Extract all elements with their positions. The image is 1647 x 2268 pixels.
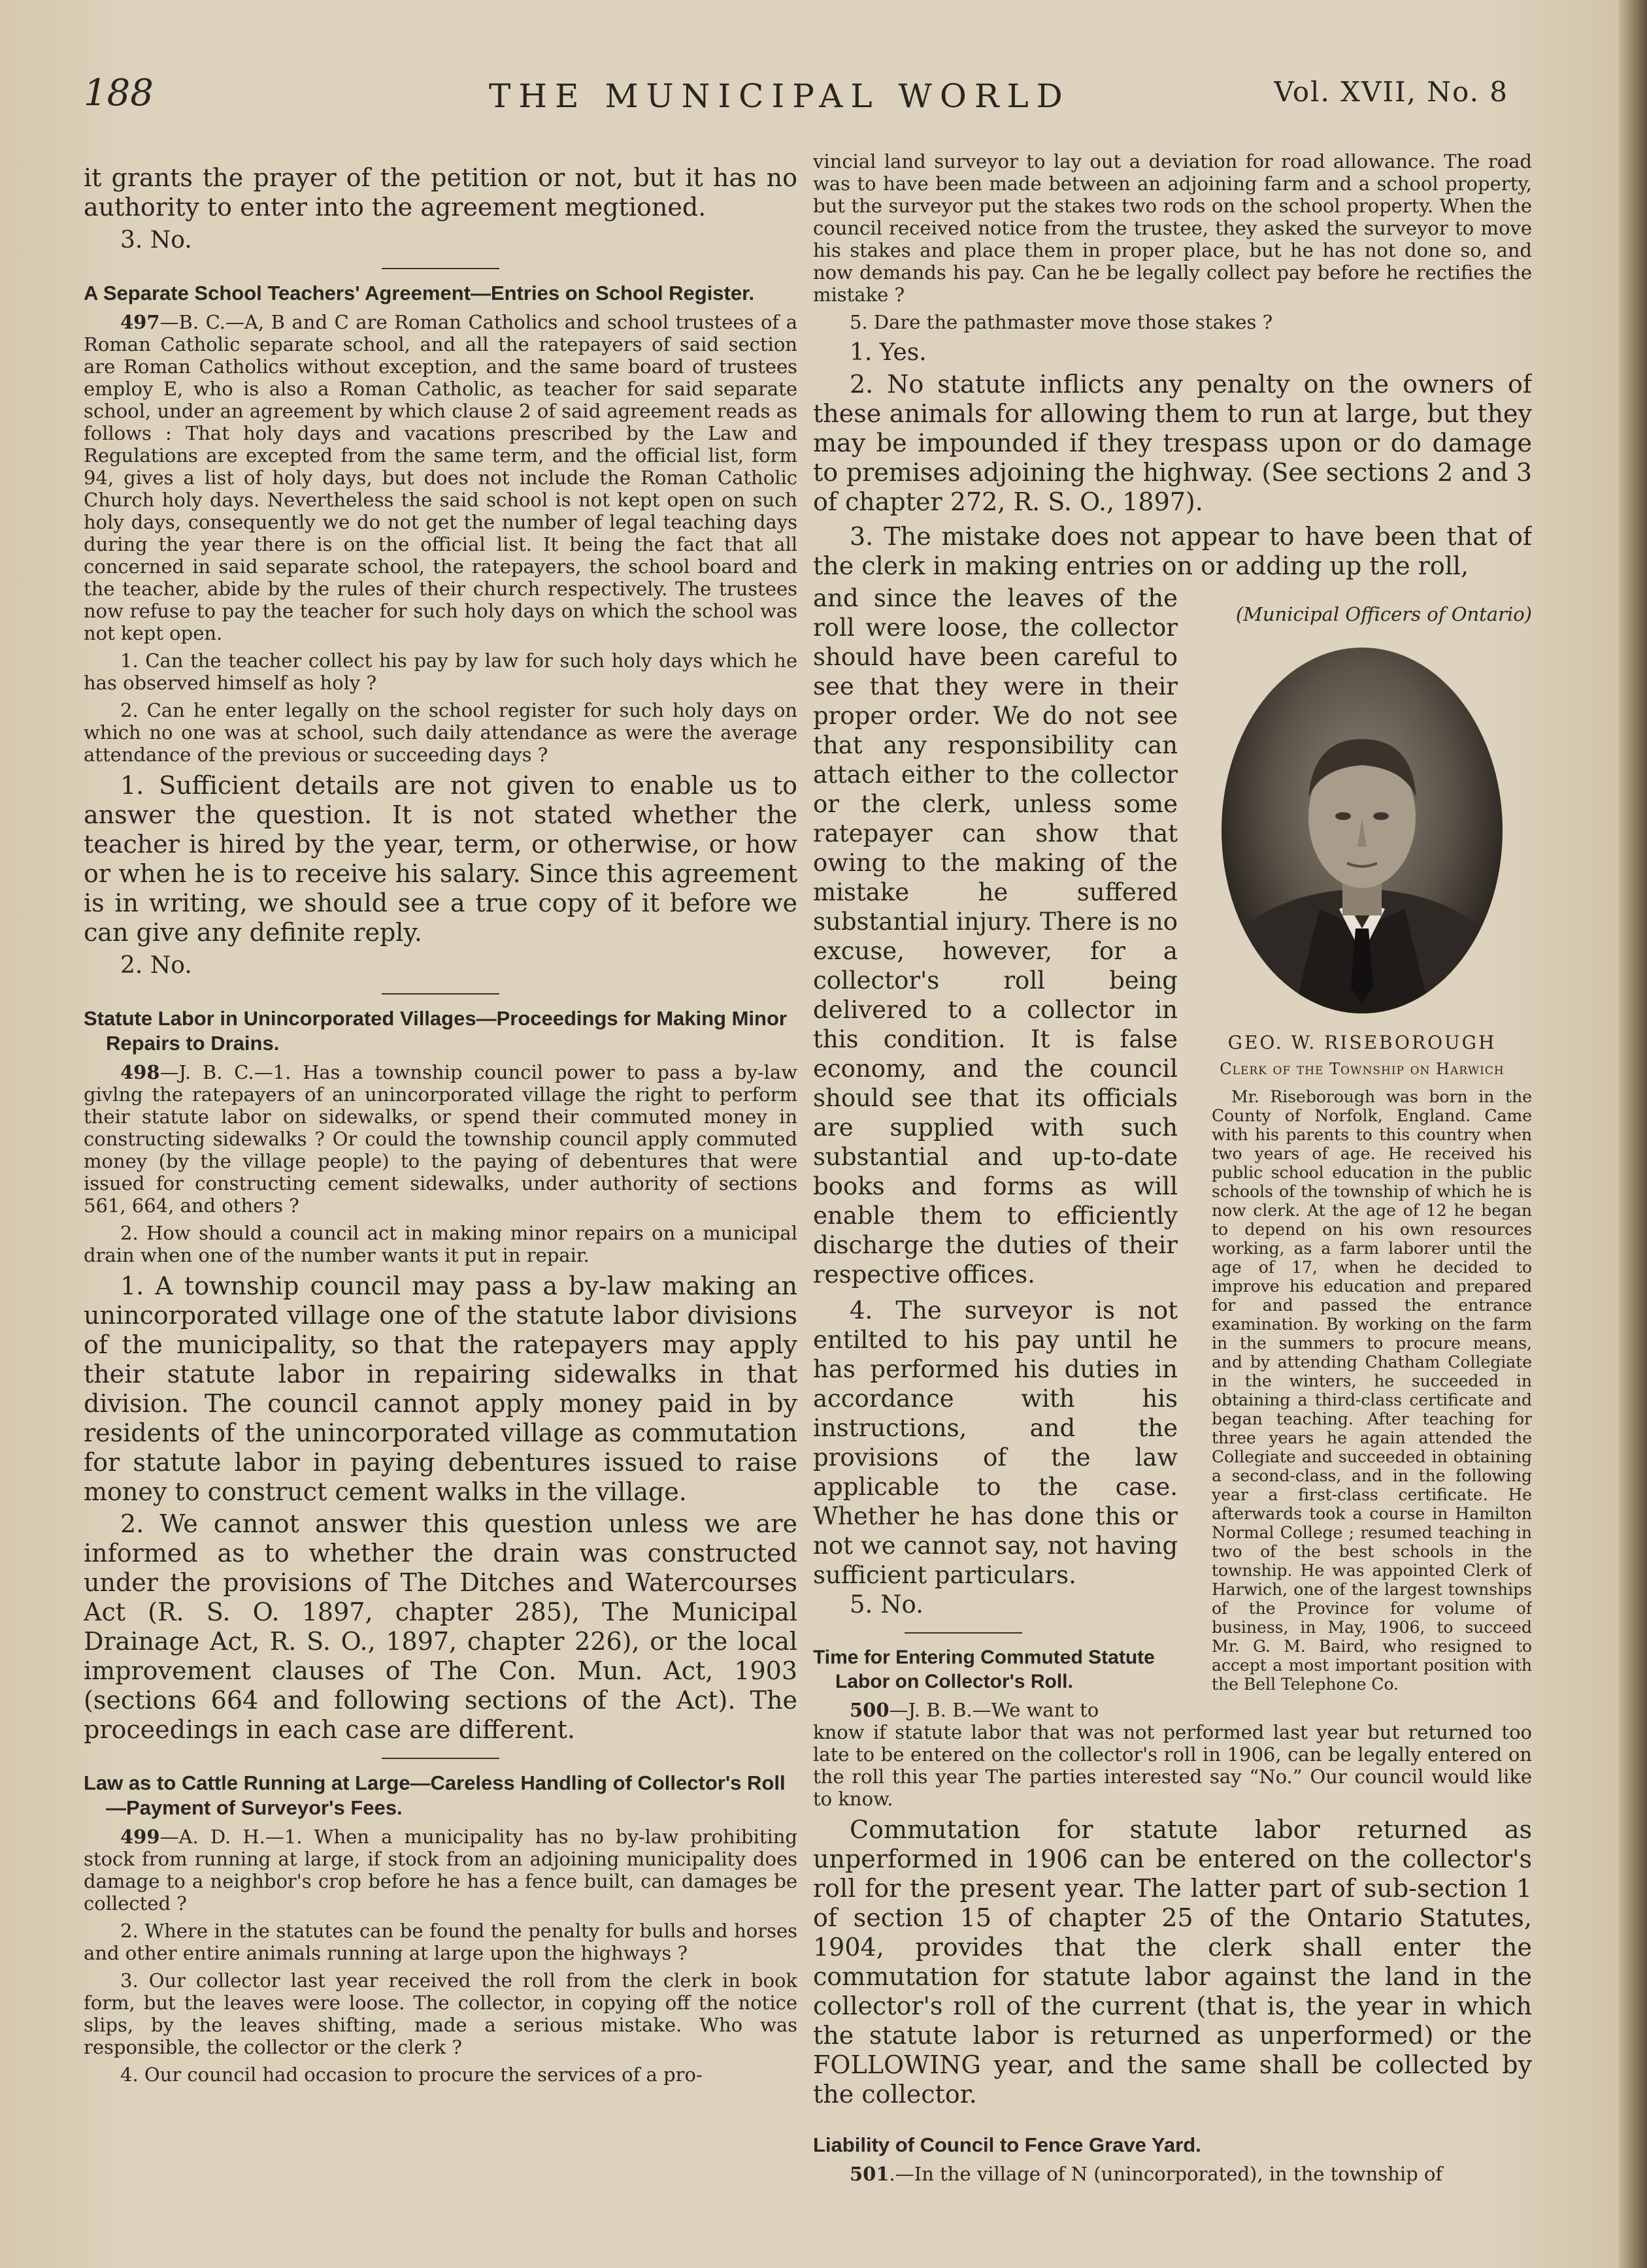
question-text: —A. D. H.—1. When a municipality has no by-law prohibiting stock from running at large, if stock from an adjoining municipality does damage to a neighbor's crop before he has a fence built, can damages be collected ? [84, 1826, 797, 1915]
question-497-2: 2. Can he enter legally on the school register for such holy days on which no one was at school, such daily attendance as were the average attendance of the previous or succeeding days ? [84, 699, 797, 766]
masthead-title: THE MUNICIPAL WORLD [489, 77, 1071, 115]
question-497 [84, 311, 797, 644]
question-499-4: 4. Our council had occasion to procure the services of a pro- [120, 2063, 703, 2086]
intro-answer: 3. No. [120, 227, 192, 254]
question-501 [813, 2163, 1532, 2185]
portrait-photograph-icon [1222, 648, 1503, 1013]
question-499-1 [84, 1826, 797, 1915]
answer-498-2: 2. We cannot answer this question unless we are informed as to whether the drain was constructed under the provisions of The Ditches and Watercourses Act (R. S. O. 1897, chapter 285), The Municipal Drainage Act, R. S. O., 1897, chapter 226), or the local improvement clauses of The Con. Mun. Act, 1903 (sections 664 and following sections of the Act). The proceedings in each case are different. [84, 1509, 797, 1744]
answer-499-1: 1. Yes. [850, 339, 927, 366]
question-text: —J. B. C.—1. Has a township council power to pass a by-law givlng the ratepayers of an unincorporated village the right to perform their statute labor on sidewalks, or spend their commuted money in constructing sidewalks ? Or could the township council apply commuted money (by the village people) to the paying of debentures that were issued for constructing cement sidewalks, under authority of sections 561, 664, and others ? [84, 1061, 797, 1217]
answer-499-2: 2. No statute inflicts any penalty on the owners of these animals for allowing them to run at large, but they may be impounded if they trespass upon or do damage to premises adjoining the highway. (See sections 2 and 3 of chapter 272, R. S. O., 1897). [813, 370, 1532, 516]
question-text: —J. B. B.—We want to [889, 1699, 1099, 1721]
portrait-caption-name: GEO. W. RISEBOROUGH [1227, 1032, 1497, 1053]
divider-rule [382, 993, 499, 994]
question-number: 497 [120, 311, 160, 333]
question-498-1 [84, 1061, 797, 1217]
answer-499-3-rest: and since the leaves of the roll were loose, the collector should have been careful to see that they were in their proper order. We do not see that any responsibility can attach either to the collector or the clerk, unless some ratepayer can show that owing to the making of the mistake he suffered substantial injury. There is no excuse, however, for a collector's roll being delivered to a collector in this condition. It is false economy, and the council should see that its officials are supplied with such substantial and up-to-date books and forms as will enable them to efficiently discharge the duties of their respective offices. [813, 584, 1178, 1289]
answer-499-3-lead: 3. The mistake does not appear to have been that of the clerk in making entries on or adding up the roll, [813, 522, 1532, 580]
answer-497-1: 1. Sufficient details are not given to enable us to answer the question. It is not stated whether the teacher is hired by the year, term, or otherwise, or how or when he is to receive his salary. Since this agreement is in writing, we should see a true copy of it before we can give any definite reply. [84, 771, 797, 947]
right-column [813, 150, 1532, 2248]
divider-rule [905, 1632, 1022, 1634]
volume-number: Vol. XVII, No. 8 [1274, 76, 1508, 108]
question-number: 500 [850, 1699, 890, 1721]
answer-499-4: 4. The surveyor is not entilted to his pay until he has performed his duties in accordance with his instructions, and the provisions of the law applicable to the case. Whether he has done this or not we cannot say, not having sufficient particulars. [813, 1296, 1178, 1589]
portrait-biography: Mr. Riseborough was born in the County of Norfolk, England. Came with his parents to this country when two years of age. He received his public school education in the public schools of the township of which he is now clerk. At the age of 12 he began to depend on his own resources working, as a farm laborer until the age of 17, when he decided to improve his education and prepared for and passed the entrance examination. By working on the farm in the summers to procure means, and by attending Chatham Collegiate in the winters, he succeeded in obtaining a third-class certificate and began teaching. After teaching for three years he again attended the Collegiate and succeeded in obtaining a second-class, and in the following year a first-class certificate. He afterwards took a course in Hamilton Normal College ; resumed teaching in two of the best schools in the township. He was appointed Clerk of Harwich, one of the largest townships of the Province for volume of business, in May, 1906, to succeed Mr. G. M. Baird, who resigned to accept a most important position with the Bell Telephone Co. [1212, 1087, 1532, 1694]
question-499-4-continued: vincial land surveyor to lay out a deviation for road allowance. The road was to have been made between an adjoining farm and a school property, but the surveyor put the stakes two rods on the school property. When the council received notice from the trustee, they asked the surveyor to move his stakes and place them in proper place, but he has not done so, and now demands his pay. Can he be legally collect pay before he rectifies the mistake ? [813, 150, 1532, 306]
heading-501: Liability of Council to Fence Grave Yard. [813, 2133, 1201, 2156]
divider-rule [382, 1758, 499, 1759]
question-text: .—In the village of N (unincorporated), in the township of [889, 2163, 1443, 2185]
question-500-text: know if statute labor that was not performed last year but returned too late to be entered on the collector's roll in 1906, can be legally entered on the roll this year The parties interested say “No.” Our council would like to know. [813, 1721, 1532, 1810]
page-edge [1618, 0, 1647, 2268]
question-499-3: 3. Our collector last year received the roll from the clerk in book form, but the leaves were loose. The collector, in copying off the notice slips, by the leaves shifting, made a serious mistake. Who was responsible, the collector or the clerk ? [84, 1969, 797, 2058]
answer-497-2: 2. No. [120, 952, 192, 979]
heading-499: Law as to Cattle Running at Large—Careless Handling of Collector's Roll—Payment of Surveyor's Fees. [84, 1771, 786, 1819]
portrait-sidebar [1192, 597, 1532, 1694]
heading-497: A Separate School Teachers' Agreement—Entries on School Register. [84, 282, 755, 304]
question-number: 501 [850, 2163, 890, 2185]
question-497-1: 1. Can the teacher collect his pay by law for such holy days which he has observed himself as holy ? [84, 649, 797, 694]
left-column [84, 163, 797, 2248]
question-499-2: 2. Where in the statutes can be found the penalty for bulls and horses and other entire animals running at large upon the highways ? [84, 1920, 797, 1964]
intro-paragraph: it grants the prayer of the petition or not, but it has no authority to enter into the agreement megtioned. [84, 163, 797, 222]
question-499-5: 5. Dare the pathmaster move those stakes ? [850, 311, 1273, 333]
question-498-2: 2. How should a council act in making minor repairs on a municipal drain when one of the number wants it put in repair. [84, 1222, 797, 1266]
question-text: —B. C.—A, B and C are Roman Catholics and school trustees of a Roman Catholic separate school, and all the ratepayers of said section are Roman Catholics without exception, and the same board of trustees employ E, who is also a Roman Catholic, as teacher for said separate school, under an agreement by which clause 2 of said agreement reads as follows : That holy days and vacations prescribed by the Law and Regulations are excepted from the same term, and the official list, form 94, gives a list of holy days, but does not include the Roman Catholic Church holy days. Nevertheless the said school is not kept open on such holy days, consequently we do not get the number of legal teaching days during the year there is on the official list. It being the fact that all concerned in said separate school, the ratepayers, the school board and the teacher, abide by the rules of their church respectively. The trustees now refuse to pay the teacher for such holy days on which the school was not kept open. [84, 311, 797, 644]
answer-500: Commutation for statute labor returned as unperformed in 1906 can be entered on the collector's roll for the present year. The latter part of sub-section 1 of section 15 of chapter 25 of the Ontario Statutes, 1904, provides that the clerk shall enter the commutation for statute labor against the land in the collector's roll of the current (that is, the year in which the statute labor is returned as unperformed) or the FOLLOWING year, and the same shall be collected by the collector. [813, 1815, 1532, 2109]
photo-credit: (Municipal Officers of Ontario) [1235, 603, 1532, 625]
answer-499-5: 5. No. [850, 1590, 923, 1619]
heading-500: Time for Entering Commuted Statute Labor on Collector's Roll. [813, 1647, 1155, 1692]
page-number: 188 [84, 72, 154, 114]
question-number: 499 [120, 1826, 160, 1848]
portrait-wrap-area [813, 583, 1532, 1721]
question-500-lead [813, 1699, 1532, 1721]
heading-498: Statute Labor in Unincorporated Villages—Proceedings for Making Minor Repairs to Drains. [84, 1007, 787, 1055]
answer-498-1: 1. A township council may pass a by-law making an unincorporated village one of the statute labor divisions of the municipality, so that the ratepayers may apply their statute labor in repairing sidewalks in that division. The council cannot apply money paid in by residents of the unincorporated village as commutation for statute labor in paying debentures issued to raise money to construct cement walks in the village. [84, 1272, 797, 1506]
divider-rule [382, 268, 499, 269]
portrait-caption-title: Clerk of the Township on Harwich [1220, 1060, 1505, 1078]
page-header [84, 72, 1508, 131]
question-number: 498 [120, 1061, 160, 1083]
